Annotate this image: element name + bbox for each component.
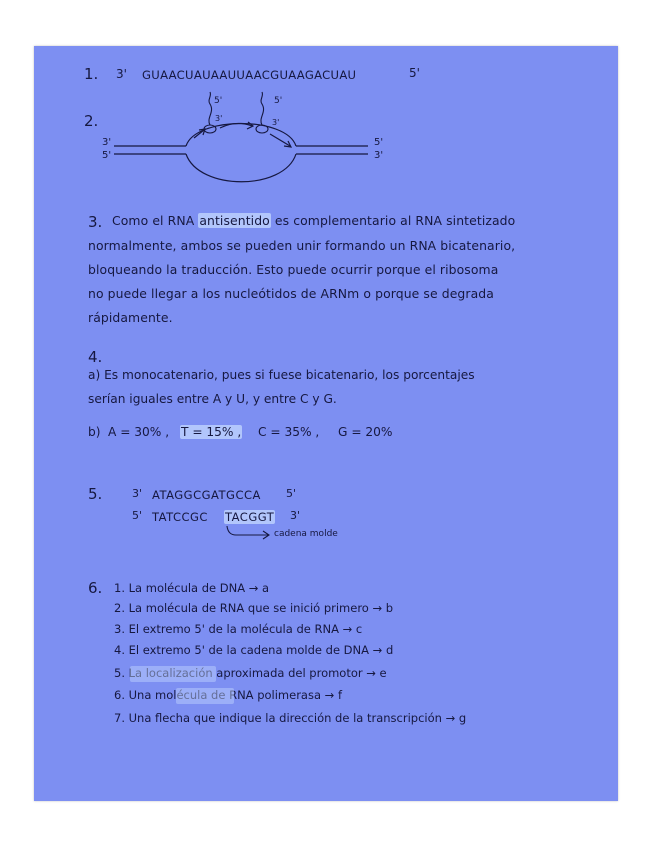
q5-line2-sequence-b: TACGGT (225, 510, 275, 524)
rna-strand-2 (261, 92, 264, 125)
q4-b-label: b) (88, 425, 101, 439)
right-top-label: 5' (374, 137, 384, 148)
right-arrow (270, 134, 290, 146)
q3-line-3: bloqueando la traducción. Esto puede ocurrir porque el ribosoma (88, 262, 499, 277)
q3-line-5: rápidamente. (88, 310, 173, 325)
q6-number: 6. (88, 579, 103, 597)
q5-line2-sequence-a: TATCCGC (152, 510, 208, 524)
q4-a-line-2: serían iguales entre A y U, y entre C y G. (88, 392, 337, 406)
q1-prime-end: 5' (409, 66, 420, 80)
transcription-bubble-diagram (34, 46, 618, 206)
q5-line2-prime-start: 5' (132, 509, 143, 522)
rna-strand-1 (209, 92, 212, 125)
q5-line2-prime-end: 3' (290, 509, 301, 522)
q1-prime-start: 3' (116, 67, 127, 81)
q4-number: 4. (88, 348, 103, 366)
q3-line-1: Como el RNA antisentido es complementario al RNA sintetizado (112, 213, 516, 228)
q5-line1-sequence: ATAGGCGATGCCA (152, 488, 261, 502)
q5-line1-prime-end: 5' (286, 487, 297, 500)
rna-polymerase-2 (256, 125, 268, 133)
q5-line1-prime-start: 3' (132, 487, 143, 500)
rna2-bottom-label: 3' (272, 118, 280, 127)
highlight-antisentido: antisentido (199, 213, 270, 228)
q2-number: 2. (84, 112, 99, 130)
q6-item-6: 6. Una molécula de RNA polimerasa → f (114, 688, 343, 702)
q5-note: cadena molde (274, 529, 338, 539)
q5-number: 5. (88, 485, 103, 503)
left-bottom-label: 5' (102, 150, 112, 161)
q3-line-4: no puede llegar a los nucleótidos de ARNm o porque se degrada (88, 286, 494, 301)
q4-b-g-value: G = 20% (338, 425, 393, 439)
q1-number: 1. (84, 65, 99, 83)
q4-b-t-value: T = 15% , (181, 425, 242, 439)
q4-b-c-value: C = 35% , (258, 425, 320, 439)
notebook-page (34, 46, 618, 801)
q6-item-3: 3. El extremo 5' de la molécula de RNA → c (114, 622, 363, 636)
q6-item-4: 4. El extremo 5' de la cadena molde de DNA → d (114, 643, 394, 657)
q3-number: 3. (88, 213, 103, 231)
q1-sequence: GUAACUAUAAUUAACGUAAGACUAU (142, 68, 357, 82)
q6-item-1: 1. La molécula de DNA → a (114, 581, 270, 595)
q6-item-2: 2. La molécula de RNA que se inició primero → b (114, 601, 394, 615)
q4-b-a-value: A = 30% , (108, 425, 170, 439)
rna2-top-label: 5' (274, 96, 283, 106)
q4-a-line-1: a) Es monocatenario, pues si fuese bicatenario, los porcentajes (88, 368, 475, 382)
highlight-localizacion (130, 666, 216, 682)
bubble-bottom-arc (186, 154, 296, 182)
right-bottom-label: 3' (374, 150, 384, 161)
q3-line-2: normalmente, ambos se pueden unir formando un RNA bicatenario, (88, 238, 516, 253)
rna1-bottom-label: 3' (215, 114, 223, 123)
left-top-label: 3' (102, 137, 112, 148)
cadena-molde-arrow (224, 524, 274, 542)
highlight-molecula (176, 688, 234, 704)
q6-item-5: 5. La localización aproximada del promotor → e (114, 666, 387, 680)
rna1-top-label: 5' (214, 96, 223, 106)
q6-item-7: 7. Una flecha que indique la dirección de la transcripción → g (114, 711, 467, 725)
